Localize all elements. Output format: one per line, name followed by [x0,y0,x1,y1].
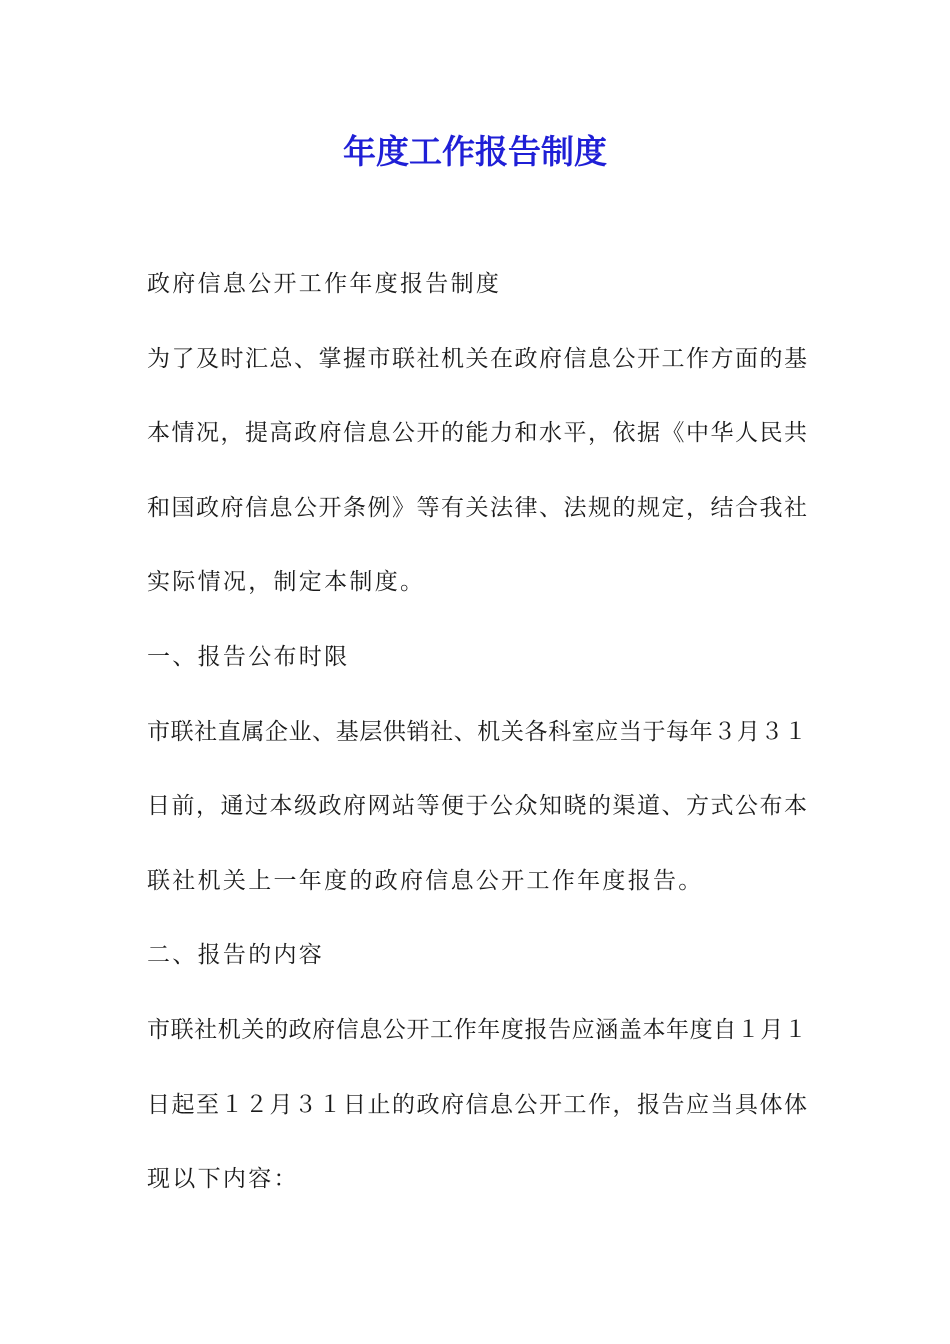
section-heading: 一、报告公布时限 [147,643,350,670]
document-body [147,263,807,1233]
paragraph-line: 日前，通过本级政府网站等便于公众知晓的渠道、方式公布本 [147,793,807,820]
section-heading: 政府信息公开工作年度报告制度 [147,271,502,297]
document-title: 年度工作报告制度 [343,132,607,171]
paragraph-line: 本情况，提高政府信息公开的能力和水平，依据《中华人民共 [147,420,807,447]
paragraph-line: 现以下内容： [147,1166,299,1193]
paragraph-line: 市联社机关的政府信息公开工作年度报告应涵盖本年度自１月１ [147,1016,807,1043]
section-heading: 二、报告的内容 [147,942,325,969]
paragraph-line: 日起至１２月３１日止的政府信息公开工作，报告应当具体体 [147,1091,807,1118]
paragraph-line: 实际情况，制定本制度。 [147,569,426,596]
paragraph-line: 和国政府信息公开条例》等有关法律、法规的规定，结合我社 [147,494,807,521]
paragraph-line: 为了及时汇总、掌握市联社机关在政府信息公开工作方面的基 [147,345,807,372]
paragraph-line: 联社机关上一年度的政府信息公开工作年度报告。 [147,867,704,894]
paragraph-line: 市联社直属企业、基层供销社、机关各科室应当于每年３月３１ [147,718,807,745]
